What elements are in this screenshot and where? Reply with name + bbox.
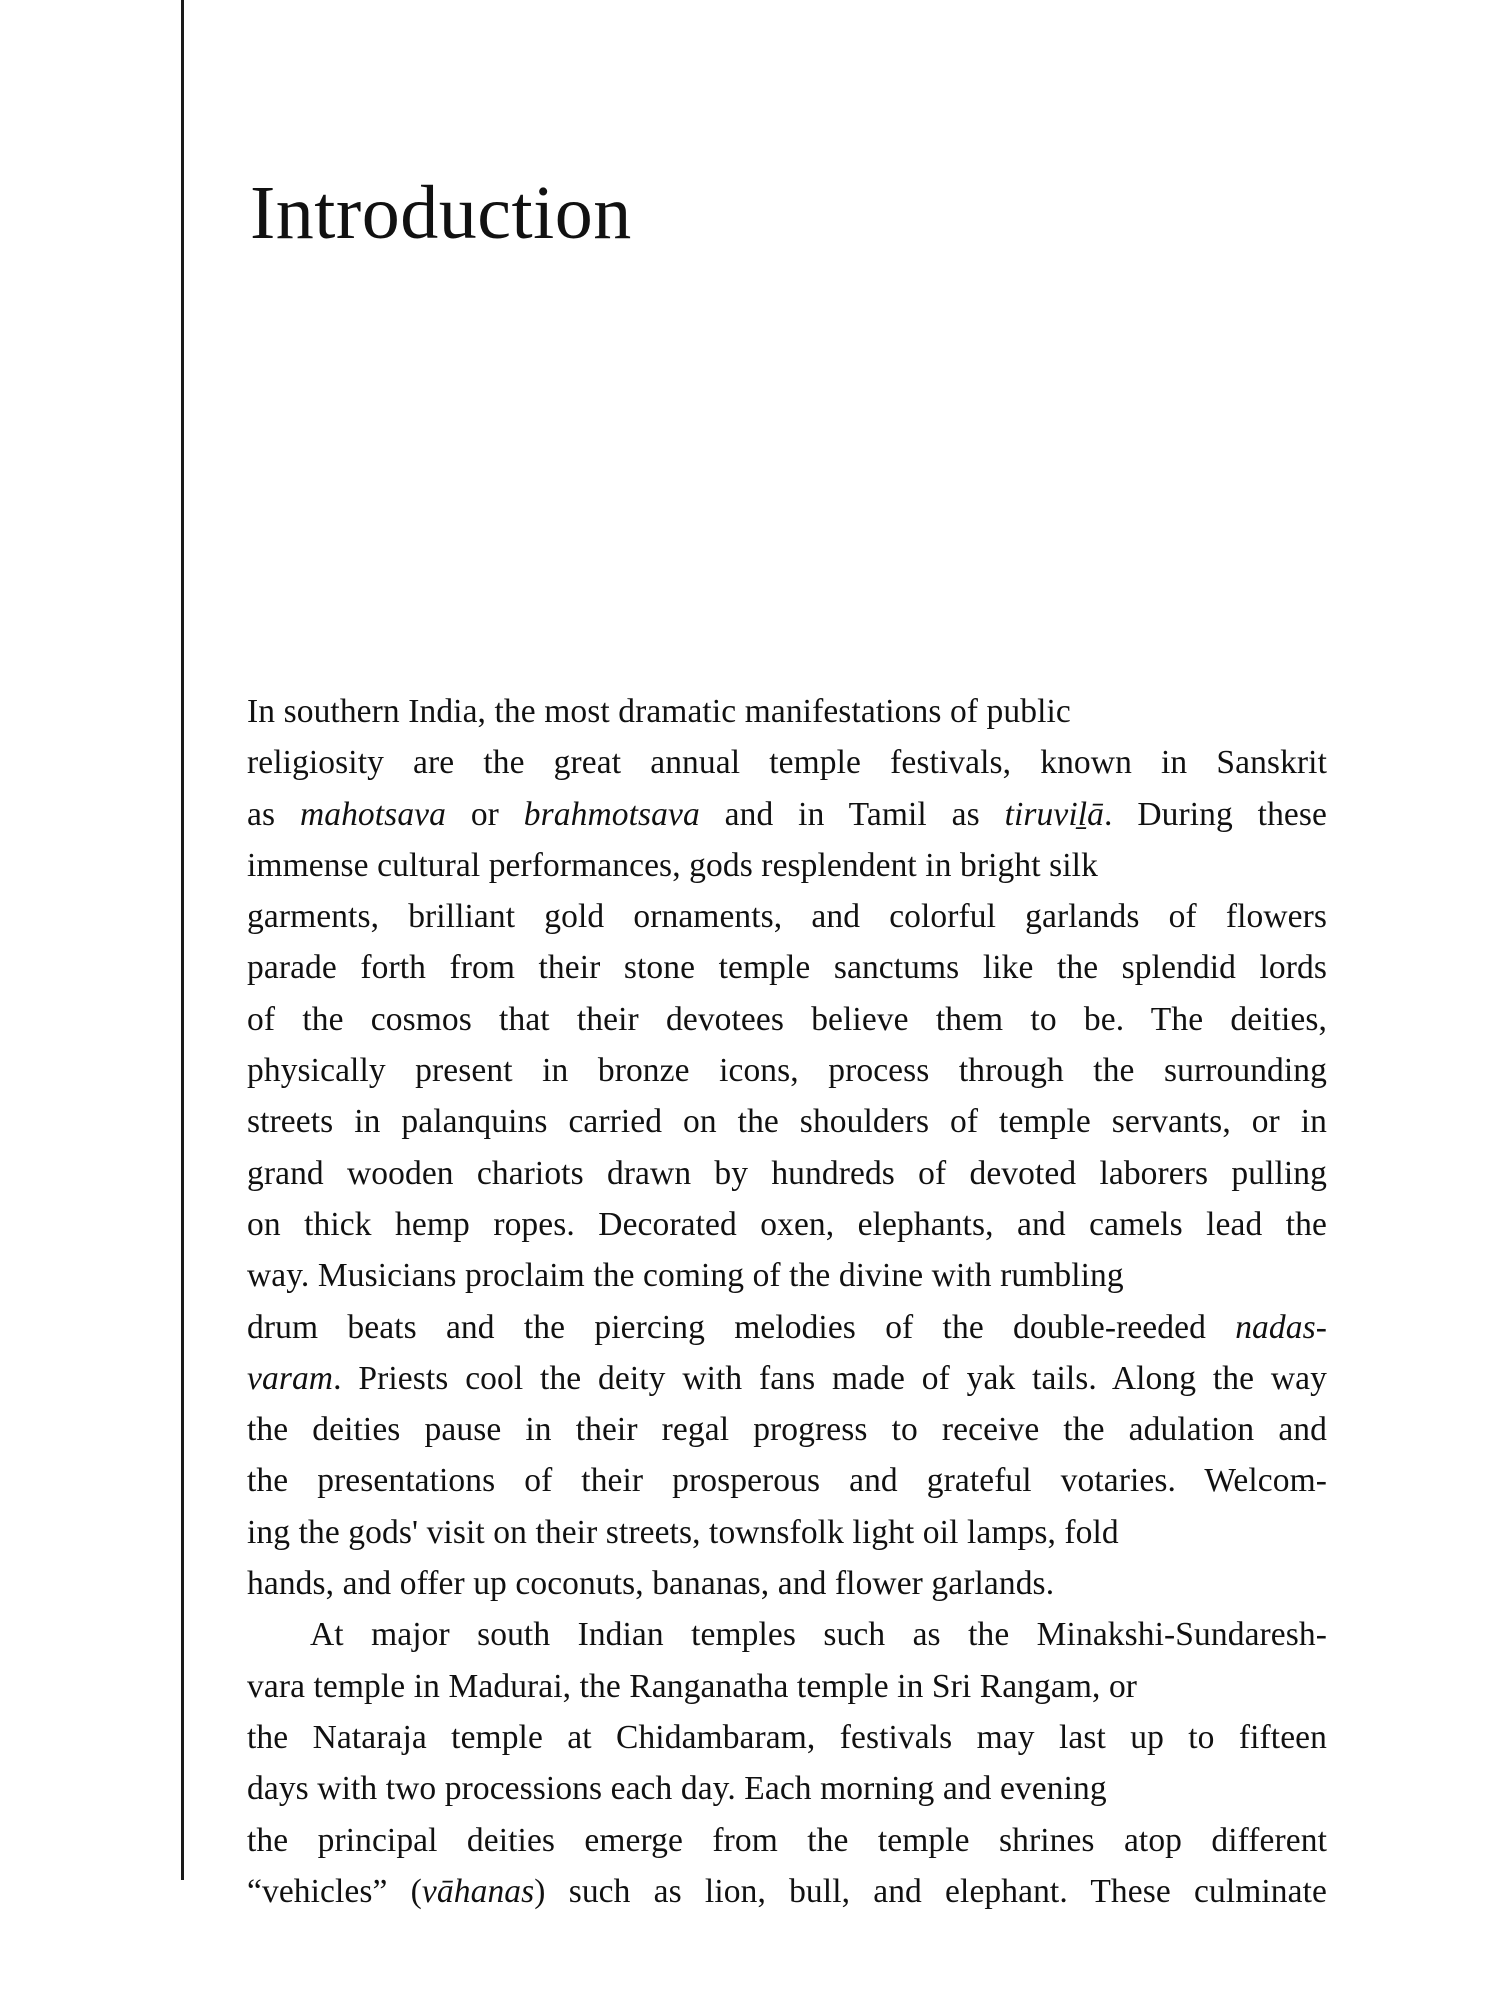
text-run: grand wooden chariots drawn by hundreds of devoted laborers pulling xyxy=(247,1154,1327,1192)
text-line xyxy=(247,994,1327,1045)
italic-term: varam xyxy=(247,1359,334,1397)
text-line xyxy=(247,1199,1327,1250)
page-margin-rule xyxy=(181,0,184,1880)
italic-term: vāhanas xyxy=(421,1872,535,1910)
text-line xyxy=(247,1045,1327,1096)
text-run: ing the gods' visit on their streets, townsfolk light oil lamps, fold xyxy=(247,1513,1119,1551)
italic-term: mahotsava xyxy=(299,795,446,833)
text-run: of the cosmos that their devotees believe them to be. The deities, xyxy=(247,1000,1327,1038)
text-run: the deities pause in their regal progress to receive the adulation and xyxy=(247,1411,1327,1449)
text-line xyxy=(247,1353,1327,1404)
text-line xyxy=(247,1609,1327,1660)
text-run: parade forth from their stone temple sanctums like the splendid lords xyxy=(247,949,1327,987)
text-line xyxy=(247,942,1327,993)
text-run: “vehicles” ( xyxy=(247,1872,422,1910)
text-run: In southern India, the most dramatic manifestations of public xyxy=(247,693,1071,730)
text-line xyxy=(247,1148,1327,1199)
text-line xyxy=(247,1455,1327,1506)
text-run: the principal deities emerge from the temple shrines atop different xyxy=(247,1821,1327,1859)
text-line xyxy=(247,1558,1327,1609)
text-run: the presentations of their prosperous and grateful votaries. Welcom- xyxy=(247,1462,1327,1500)
text-line xyxy=(247,1096,1327,1147)
paragraph-2 xyxy=(247,1609,1327,1917)
text-run: days with two processions each day. Each morning and evening xyxy=(247,1770,1107,1808)
text-run: the Nataraja temple at Chidambaram, festivals may last up to fifteen xyxy=(247,1718,1327,1756)
text-line xyxy=(247,686,1327,737)
text-run: as xyxy=(247,795,300,833)
text-run: At major south Indian temples such as the Minakshi-Sundaresh- xyxy=(310,1616,1327,1654)
text-line xyxy=(247,1302,1327,1353)
body-text xyxy=(247,686,1327,1917)
text-run: physically present in bronze icons, process through the surrounding xyxy=(247,1052,1327,1090)
text-line xyxy=(247,891,1327,942)
text-line xyxy=(247,1661,1327,1712)
italic-term: tiruviḻā xyxy=(1004,795,1105,833)
text-line xyxy=(247,789,1327,840)
text-run: religiosity are the great annual temple festivals, known in Sanskrit xyxy=(247,744,1327,782)
text-line xyxy=(247,840,1327,891)
text-run: garments, brilliant gold ornaments, and colorful garlands of flowers xyxy=(247,898,1327,936)
italic-term: brahmotsava xyxy=(523,795,700,833)
paragraph-1 xyxy=(247,686,1327,1609)
text-line xyxy=(247,1712,1327,1763)
text-run: . During these xyxy=(1104,795,1327,833)
text-run: streets in palanquins carried on the shoulders of temple servants, or in xyxy=(247,1103,1327,1141)
text-line xyxy=(247,1763,1327,1814)
chapter-title: Introduction xyxy=(250,171,632,255)
text-run: way. Musicians proclaim the coming of the divine with rumbling xyxy=(247,1257,1124,1295)
text-run: on thick hemp ropes. Decorated oxen, elephants, and camels lead the xyxy=(247,1205,1327,1243)
text-run: hands, and offer up coconuts, bananas, and flower garlands. xyxy=(247,1565,1055,1603)
text-run: ) such as lion, bull, and elephant. These culminate xyxy=(534,1872,1327,1910)
text-line xyxy=(247,1250,1327,1301)
text-run: and in Tamil as xyxy=(699,795,1005,833)
text-run: drum beats and the piercing melodies of the double-reeded xyxy=(247,1308,1236,1346)
text-run: . Priests cool the deity with fans made of yak tails. Along the way xyxy=(333,1359,1327,1397)
text-line xyxy=(247,1404,1327,1455)
text-line xyxy=(247,737,1327,788)
text-run: vara temple in Madurai, the Ranganatha temple in Sri Rangam, or xyxy=(247,1667,1138,1705)
text-run: or xyxy=(446,795,524,833)
italic-term: nadas- xyxy=(1235,1308,1327,1346)
text-run: immense cultural performances, gods resplendent in bright silk xyxy=(247,846,1098,884)
text-line xyxy=(247,1866,1327,1917)
text-line xyxy=(247,1815,1327,1866)
text-line xyxy=(247,1507,1327,1558)
